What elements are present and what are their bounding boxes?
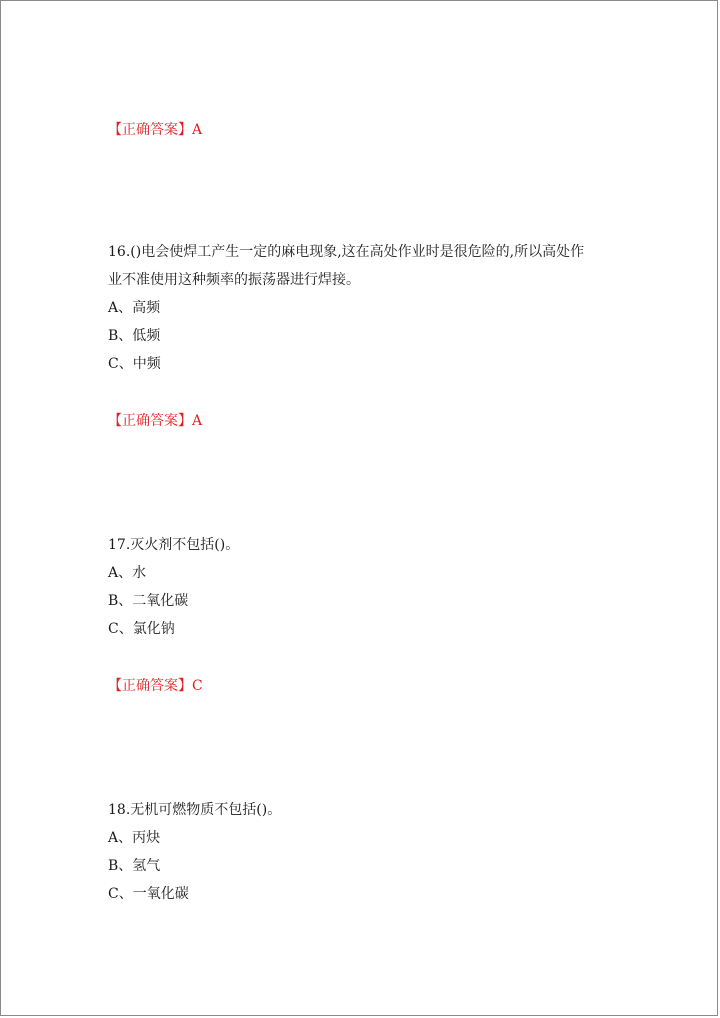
question-18-option-a: A、丙炔 [108,830,161,846]
question-16-stem-line2: 业不准使用这种频率的振荡器进行焊接。 [108,272,360,288]
answer-q16: 【正确答案】A [108,413,203,429]
question-16-option-b: B、低频 [108,328,161,344]
question-16-stem-line1: 16.()电会使焊工产生一定的麻电现象,这在高处作业时是很危险的,所以高处作 [108,244,585,260]
answer-q17: 【正确答案】C [108,678,203,694]
answer-q15: 【正确答案】A [108,122,203,138]
question-17-option-c: C、氯化钠 [108,621,175,637]
question-18-option-b: B、氢气 [108,858,161,874]
question-16-option-a: A、高频 [108,300,161,316]
question-16-option-c: C、中频 [108,356,161,372]
question-17-stem: 17.灭火剂不包括()。 [108,537,240,553]
question-17-option-b: B、二氧化碳 [108,593,189,609]
question-18-option-c: C、一氧化碳 [108,886,189,902]
question-18-stem: 18.无机可燃物质不包括()。 [108,802,282,818]
question-17-option-a: A、水 [108,565,147,581]
